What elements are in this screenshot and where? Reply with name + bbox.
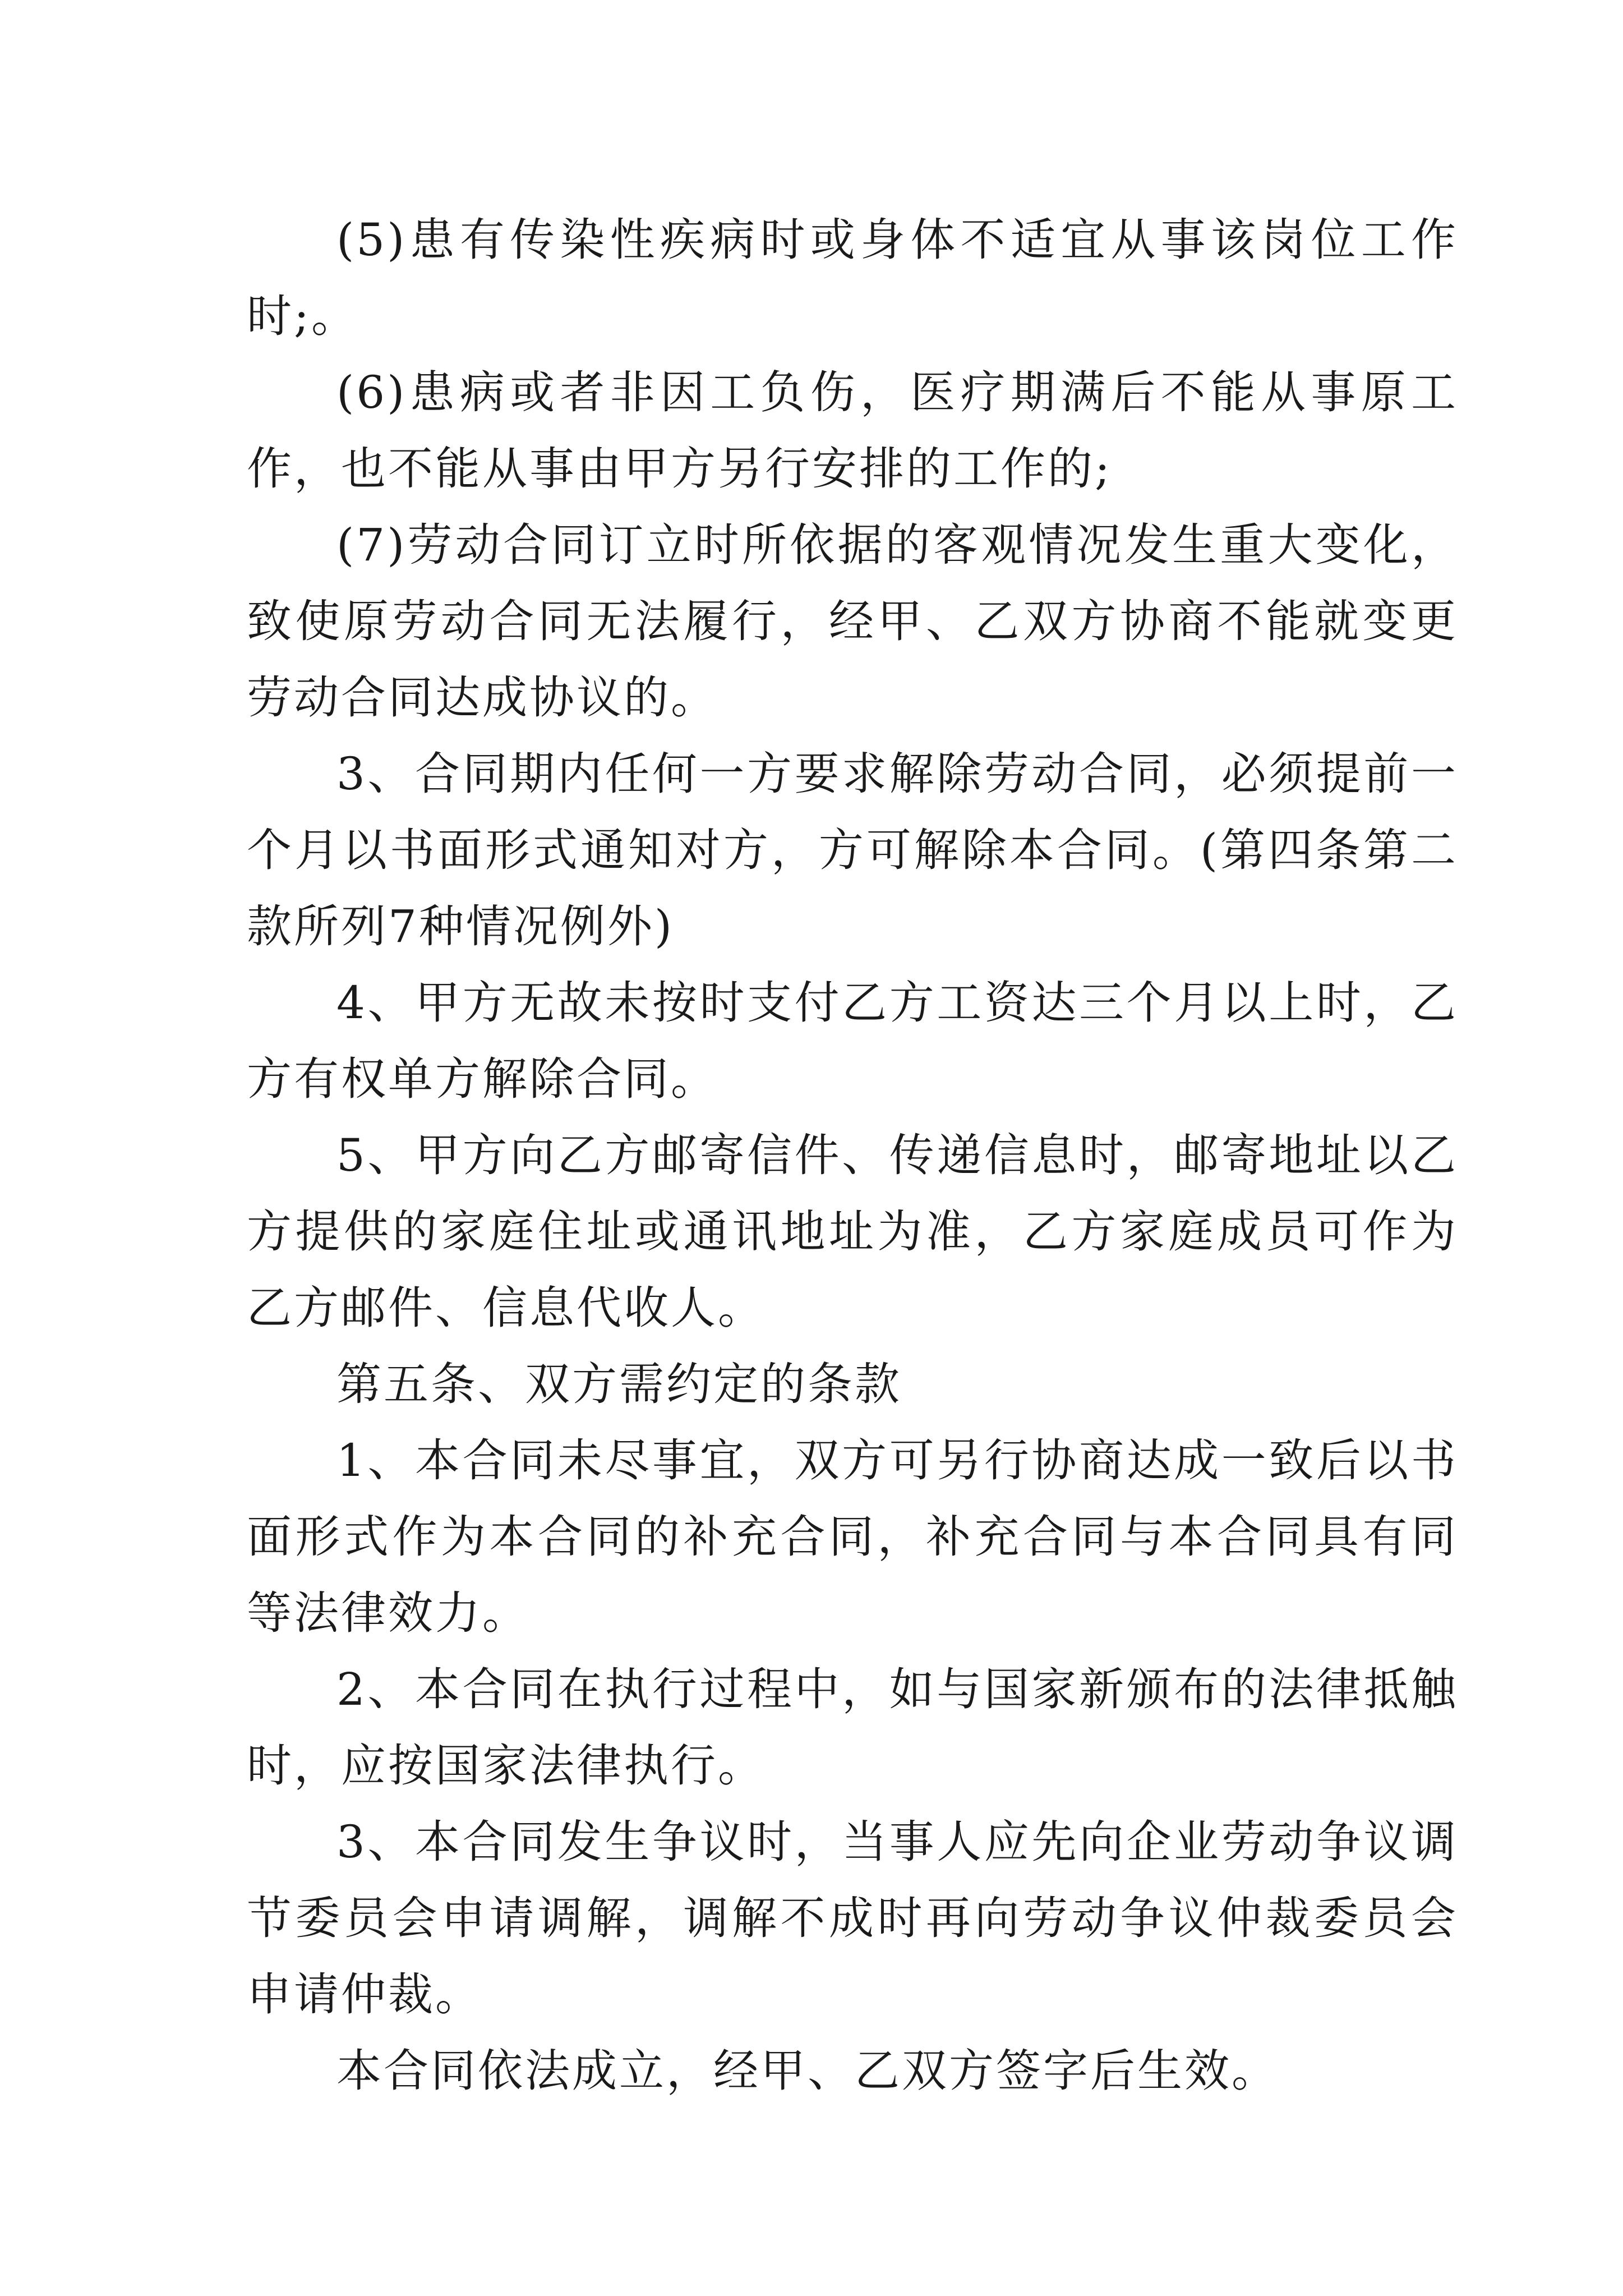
section-heading-article-5: 第五条、双方需约定的条款: [336, 1358, 902, 1410]
paragraph-effective-clause: 本合同依法成立，经甲、乙双方签字后生效。: [336, 2045, 1279, 2097]
paragraph-article5-item-3: 3、本合同发生争议时，当事人应先向企业劳动争议调节委员会申请调解，调解不成时再向劳动争议仲裁委员会申请仲裁。: [247, 1816, 1458, 2021]
paragraph-article5-item-1: 1、本合同未尽事宜，双方可另行协商达成一致后以书面形式作为本合同的补充合同，补充合同与本合同具有同等法律效力。: [247, 1434, 1458, 1639]
paragraph-article5-item-2: 2、本合同在执行过程中，如与国家新颁布的法律抵触时，应按国家法律执行。: [247, 1663, 1458, 1792]
paragraph-item-3-termination-notice: 3、合同期内任何一方要求解除劳动合同，必须提前一个月以书面形式通知对方，方可解除本合同。(第四条第二款所列7种情况例外): [247, 748, 1458, 953]
paragraph-clause-5: (5)患有传染性疾病时或身体不适宜从事该岗位工作时;。: [247, 214, 1458, 342]
paragraph-clause-6: (6)患病或者非因工负伤，医疗期满后不能从事原工作，也不能从事由甲方另行安排的工作的;: [247, 366, 1458, 495]
paragraph-item-4-unpaid-wages: 4、甲方无故未按时支付乙方工资达三个月以上时，乙方有权单方解除合同。: [247, 977, 1458, 1105]
paragraph-clause-7: (7)劳动合同订立时所依据的客观情况发生重大变化，致使原劳动合同无法履行，经甲、乙双方协商不能就变更劳动合同达成协议的。: [247, 519, 1458, 724]
contract-text: [247, 202, 1458, 2109]
paragraph-item-5-mailing-address: 5、甲方向乙方邮寄信件、传递信息时，邮寄地址以乙方提供的家庭住址或通讯地址为准，乙方家庭成员可作为乙方邮件、信息代收人。: [247, 1129, 1458, 1334]
